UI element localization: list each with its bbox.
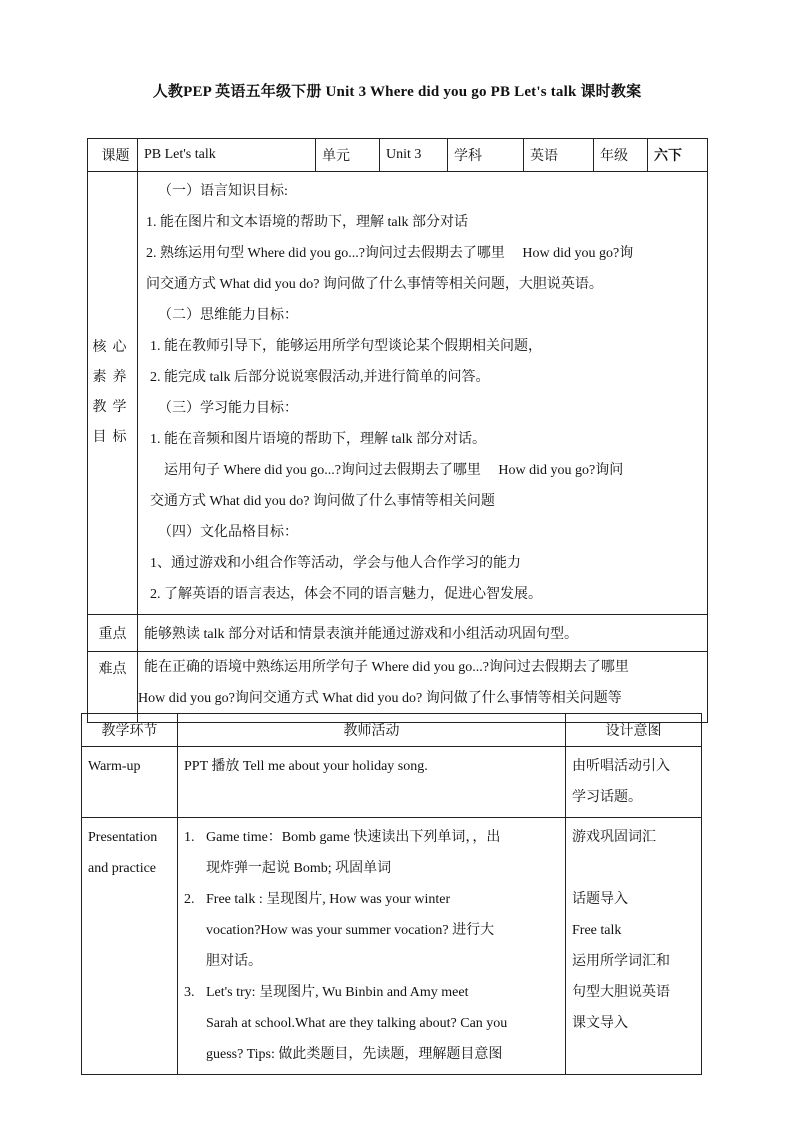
header-row: [88, 139, 708, 172]
presentation-row: [82, 818, 702, 1075]
process-header-row: [82, 714, 702, 747]
difficulty-label: 难点: [88, 652, 138, 723]
key-point-label: 重点: [88, 615, 138, 652]
presentation-activity: [178, 818, 566, 1075]
difficulty-content: [138, 652, 708, 723]
goals-content: [138, 172, 708, 615]
intent-header: 设计意图: [566, 714, 702, 747]
grade-label: 年级: [594, 139, 648, 172]
warmup-intent: 由听唱活动引入 学习话题。: [566, 747, 702, 818]
key-point-text: 能够熟读 talk 部分对话和情景表演并能通过游戏和小组活动巩固句型。: [138, 615, 708, 652]
presentation-intent: 游戏巩固词汇 话题导入 Free talk 运用所学词汇和 句型大胆说英语 课文导入: [566, 818, 702, 1075]
lesson-info-table: [87, 138, 708, 723]
teaching-process-table: [81, 713, 702, 1075]
lesson-value: PB Let's talk: [138, 139, 316, 172]
goal-line: 2. 能完成 talk 后部分说说寒假活动,并进行简单的问答。: [150, 370, 490, 385]
goal-line: 1、通过游戏和小组合作等活动，学会与他人合作学习的能力: [150, 556, 521, 571]
stage-header: 教学环节: [82, 714, 178, 747]
difficulty-row: [88, 652, 708, 723]
goal-line: 1. 能在教师引导下，能够运用所学句型谈论某个假期相关问题，: [150, 339, 542, 354]
grade-value: 六下: [648, 139, 708, 172]
goal-line: 1. 能在图片和文本语境的帮助下，理解 talk 部分对话: [146, 215, 468, 230]
activity-header: 教师活动: [178, 714, 566, 747]
presentation-stage: Presentation and practice: [82, 818, 178, 1075]
difficulty-line: 能在正确的语境中熟练运用所学句子 Where did you go...?询问过去假期去了哪里: [144, 660, 629, 675]
subject-label: 学科: [448, 139, 524, 172]
activity-item: 2. Free talk : 呈现图片, How was your winter vocation?How was your summer vocation? 进行大 胆对话。: [184, 892, 495, 969]
goals-side-label: 核心 素养 教学 目标: [88, 172, 138, 615]
warmup-activity: PPT 播放 Tell me about your holiday song.: [178, 747, 566, 818]
lesson-label: 课题: [88, 139, 138, 172]
goal-line: （二）思维能力目标：: [158, 308, 298, 323]
unit-value: Unit 3: [380, 139, 448, 172]
key-point-row: [88, 615, 708, 652]
subject-value: 英语: [524, 139, 594, 172]
goal-line: 2. 熟练运用句型 Where did you go...?询问过去假期去了哪里 How did you go?询: [146, 246, 634, 261]
goals-row: [88, 172, 708, 615]
goal-line: （一）语言知识目标:: [158, 184, 288, 199]
goal-line: 运用句子 Where did you go...?询问过去假期去了哪里 How did you go?询问: [150, 463, 624, 478]
goal-line: 2. 了解英语的语言表达，体会不同的语言魅力，促进心智发展。: [150, 587, 542, 602]
goal-line: 1. 能在音频和图片语境的帮助下，理解 talk 部分对话。: [150, 432, 486, 447]
activity-item: 3. Let's try: 呈现图片, Wu Binbin and Amy meet Sarah at school.What are they talking about? Can you guess? Tips: 做此类题目，先读题，理解题目意图: [184, 985, 508, 1062]
goal-line: 交通方式 What did you do? 询问做了什么事情等相关问题: [150, 494, 495, 509]
goal-line: （四）文化品格目标：: [158, 525, 298, 540]
document-title: 人教PEP 英语五年级下册 Unit 3 Where did you go PB Let's talk 课时教案: [152, 84, 642, 100]
goal-line: 问交通方式 What did you do? 询问做了什么事情等相关问题，大胆说英语。: [146, 277, 603, 292]
goal-line: （三）学习能力目标：: [158, 401, 298, 416]
activity-item: 1. Game time：Bomb game 快速读出下列单词，，出 现炸弹一起说 Bomb; 巩固单词: [184, 830, 501, 876]
difficulty-line: How did you go?询问交通方式 What did you do? 询问做了什么事情等相关问题等: [138, 691, 622, 706]
unit-label: 单元: [316, 139, 380, 172]
warmup-stage: Warm-up: [82, 747, 178, 818]
warmup-row: [82, 747, 702, 818]
